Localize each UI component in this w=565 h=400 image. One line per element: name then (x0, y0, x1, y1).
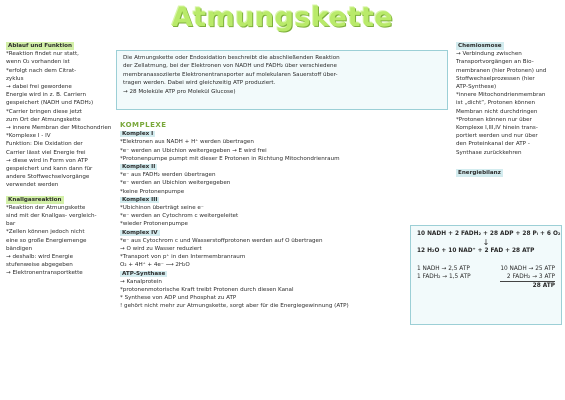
energiebilanz-heading: Energiebilanz (458, 169, 501, 176)
komplex-3-lines (120, 204, 450, 229)
text-line: *keine Protonenpumpe (120, 188, 185, 195)
text-line: *Carrier bringen diese jetzt (6, 108, 82, 115)
equation-products: 12 H₂O + 10 NAD⁺ + 2 FAD + 28 ATP (417, 248, 535, 254)
text-line: zum Ort der Atmungskette (6, 116, 81, 123)
komplexe-heading: KOMPLEXE (120, 121, 167, 129)
text-line: gespeichert und kann dann für (6, 166, 93, 173)
komplexe-column (120, 121, 450, 311)
text-line: → diese wird in Form von ATP (6, 157, 88, 164)
komplex-1-lines (120, 138, 450, 163)
left-column (6, 42, 111, 278)
text-line: *Reaktion der Atmungskette (6, 204, 86, 211)
text-line: zyklus (6, 75, 24, 82)
text-line: Energie wird in z. B. Carriern (6, 92, 87, 99)
text-line: Synthase zurückkehren (456, 149, 522, 156)
knallgas-lines (6, 204, 111, 278)
text-line: *e⁻ aus Cytochrom c und Wasserstoffprotonen werden auf O übertragen (120, 237, 323, 244)
komplex-4-heading: Komplex IV (122, 229, 158, 236)
calc-sum-total: 28 ATP (532, 283, 555, 289)
atp-synthase-heading: ATP-Synthase (122, 270, 166, 277)
text-line: *Reaktion findet nur statt, (6, 51, 79, 58)
text-line: ist „dicht“, Protonen können (456, 100, 536, 107)
text-line: verwendet werden (6, 182, 59, 189)
text-line: gespeichert (NADH und FADH₂) (6, 100, 94, 107)
text-line: *e⁻ werden an Ubichion weitergegeben (120, 180, 231, 187)
calc-fadh-ratio: 1 FADH₂ → 1,5 ATP (417, 274, 471, 280)
page-title: Atmungskette (171, 2, 394, 33)
komplex-2-heading: Komplex II (122, 164, 156, 171)
komplex-4-lines (120, 237, 450, 270)
text-line: *Komplexe I - IV (6, 133, 51, 140)
section-heading-knallgas: Knallgasreaktion (8, 196, 62, 203)
calc-nadh-ratio: 1 NADH → 2,5 ATP (417, 266, 470, 272)
text-line: stufenweise abgegeben (6, 262, 73, 269)
text-line: *wieder Protonenpumpe (120, 221, 188, 228)
text-line: → 28 Moleküle ATP pro Molekül Glucose) (123, 88, 236, 95)
text-line: sind mit der Knallgas- vergleich- (6, 213, 97, 220)
komplex-3-heading: Komplex III (122, 196, 158, 203)
text-line: → dabei frei gewordene (6, 84, 72, 91)
text-line: andere Stoffwechselvorgänge (6, 174, 90, 181)
text-line: Komplexe I,III,IV hinein trans- (456, 125, 538, 132)
text-line: membranen (hier Protonen) und (456, 67, 547, 74)
text-line: *e⁻ werden an Cytochrom c weitergeleitet (120, 213, 239, 220)
text-line: → Verbindung zwischen (456, 51, 522, 58)
text-line: ATP-Synthese) (456, 84, 497, 91)
right-column (456, 42, 560, 177)
text-line: → deshalb: wird Energie (6, 254, 74, 261)
text-line: Membran nicht durchdringen (456, 108, 538, 115)
text-line: Stoffwechselprozessen (hier (456, 75, 535, 82)
text-line: *Protonen können nur über (456, 116, 532, 123)
definition-box (116, 50, 448, 110)
text-line: Funktion: Die Oxidation der (6, 141, 83, 148)
text-line: *Zellen können jedoch nicht (6, 229, 85, 236)
text-line: ! gehört nicht mehr zur Atmungskette, sorgt aber für die Energiegewinnung (ATP) (120, 303, 349, 310)
text-line: portiert werden und nur über (456, 133, 538, 140)
text-line: *e⁻ werden an Ubichion weitergegeben → E wird frei (120, 147, 267, 154)
text-line: eine so große Energiemenge (6, 237, 87, 244)
text-line: → innere Membran der Mitochondrien (6, 125, 112, 132)
calc-nadh-total: 10 NADH → 25 ATP (500, 266, 555, 272)
text-line: *Elektronen aus NADH + H⁺ werden übertragen (120, 139, 254, 146)
komplex-2-lines (120, 171, 450, 196)
text-line: → Elektronentransportkette (6, 270, 83, 277)
text-line: → O wird zu Wasser reduziert (120, 246, 202, 253)
text-line: den Proteinkanal der ATP - (456, 141, 530, 148)
text-line: Carrier lässt viel Energie frei (6, 149, 86, 156)
text-line: tragen werden. Dabei wird gleichzeitig ATP produziert. (123, 80, 276, 87)
text-line: * Synthese von ADP und Phosphat zu ATP (120, 295, 237, 302)
text-line: Die Atmungskette oder Endoxidation beschreibt die abschließenden Reaktion (123, 55, 340, 61)
text-line: *Ubichinon überträgt seine e⁻ (120, 205, 204, 212)
text-line: *e⁻ aus FADH₂ werden übertragen (120, 172, 216, 179)
text-line: O₂ + 4H⁺ + 4e⁻ ⟶ 2H₂O (120, 262, 190, 269)
text-line: der Zellatmung, bei der Elektronen von NADH und FADH₂ über verschiedene (123, 63, 338, 70)
chemiosmose-lines (456, 50, 560, 157)
text-line: bar (6, 221, 16, 228)
text-line: *erfolgt nach dem Citrat- (6, 67, 77, 74)
section-heading-ablauf: Ablauf und Funktion (8, 43, 72, 49)
text-line: *Protonenpumpe pumpt mit dieser E Protonen in Richtung Mitochondrienraum (120, 155, 340, 162)
komplex-1-heading: Komplex I (122, 131, 154, 138)
text-line: *innere Mitochondrienmembran (456, 92, 546, 99)
text-line: → Kanalprotein (120, 278, 162, 285)
energiebilanz-box (410, 225, 562, 325)
text-line: bändigen (6, 245, 33, 252)
equation-arrow: ↓ (482, 238, 490, 247)
text-line: Transportvorgängen an Bio- (456, 59, 534, 66)
atp-synthase-lines (120, 278, 450, 311)
chemiosmose-heading: Chemiosmose (458, 43, 502, 49)
equation-reactants: 10 NADH + 2 FADH₂ + 28 ADP + 28 Pᵢ + 6 O₂ (417, 231, 561, 237)
text-line: wenn O₂ vorhanden ist (6, 59, 70, 66)
text-line: membranassoziierte Elektronentransporter auf molekularen Sauerstoff über- (123, 71, 338, 78)
text-line: *Transport von p⁺ in den Intermembranraum (120, 254, 246, 261)
text-line: *protonenmotorische Kraft treibt Protonen durch diesen Kanal (120, 287, 294, 294)
calc-fadh-total: 2 FADH₂ → 3 ATP (500, 273, 555, 282)
ablauf-lines (6, 50, 111, 189)
